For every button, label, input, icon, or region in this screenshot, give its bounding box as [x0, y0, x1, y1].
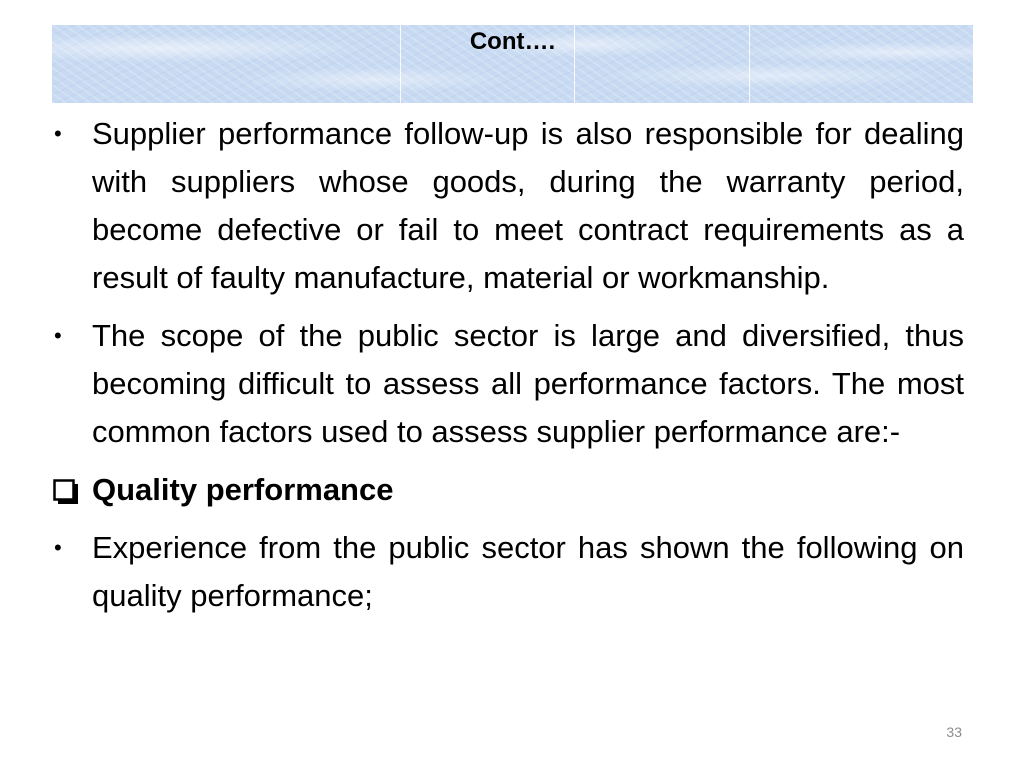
bullet-marker: •	[54, 323, 62, 348]
bullet-item	[52, 524, 964, 620]
bullet-text: The scope of the public sector is large and diversified, thus becoming difficult to assess all performance factors. The most common factors used to assess supplier performance are:-	[92, 318, 964, 449]
title-banner	[52, 25, 973, 103]
checkbox-icon	[53, 479, 79, 505]
bullet-marker: •	[54, 535, 62, 560]
bullet-text: Experience from the public sector has shown the following on quality performance;	[92, 530, 964, 613]
checkbox-heading	[52, 466, 964, 514]
bullet-text: Supplier performance follow-up is also responsible for dealing with suppliers whose goods, during the warranty period, become defective or fail to meet contract requirements as a result of faulty manufacture, material or workmanship.	[92, 116, 964, 295]
bullet-marker: •	[54, 121, 62, 146]
bullet-item	[52, 110, 964, 302]
slide-content	[52, 110, 964, 630]
slide-title: Cont….	[469, 28, 556, 55]
checkbox-heading-text: Quality performance	[92, 472, 394, 507]
bullet-item	[52, 312, 964, 456]
page-number: 33	[946, 724, 962, 740]
